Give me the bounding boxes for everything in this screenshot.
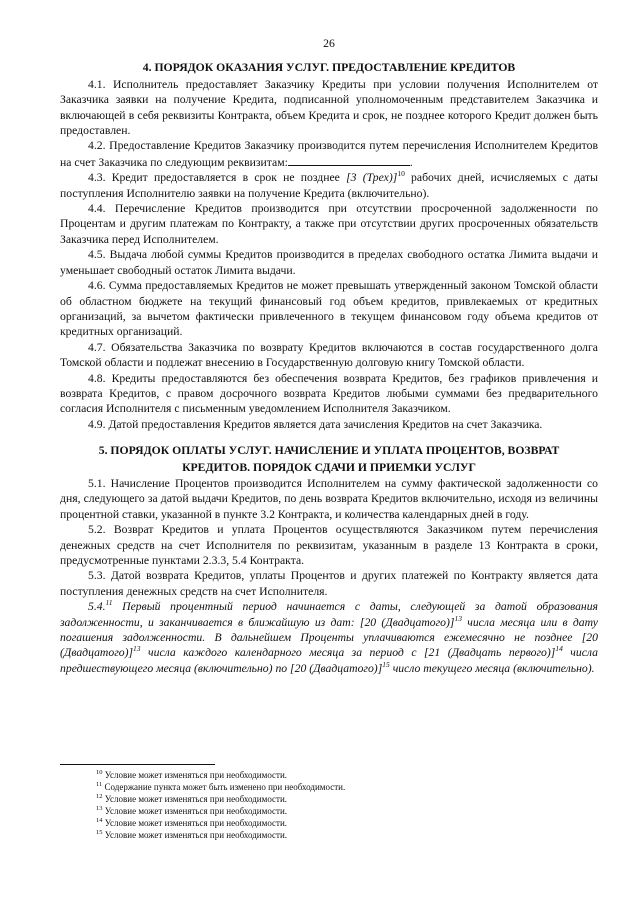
requisites-blank	[288, 154, 410, 166]
clause-4-8: 4.8. Кредиты предоставляются без обеспечения возврата Кредитов, без графиков привлечения и возврата Кредитов, с правом досрочного возврата Кредитов любыми суммами без предварительного согласия Исполнителя с письменным уведомлением Исполнителя Заказчиком.	[60, 371, 598, 416]
clause-4-3-text-c: рабочих дней, исчисляемых с даты поступления Исполнителю заявки на получение Кредита (включительно).	[60, 171, 599, 200]
clause-5-1: 5.1. Начисление Процентов производится Исполнителем на сумму фактической задолженности со дня, следующего за датой выдачи Кредитов, по день возврата Кредитов включительно, исходя из величины процентной ставки, указанной в пункте 3.2 Контракта, и количества календарных дней в году.	[60, 476, 598, 521]
clause-5-4	[60, 599, 598, 676]
footnote-13	[60, 805, 598, 817]
clause-4-6: 4.6. Сумма предоставляемых Кредитов не может превышать утвержденный законом Томской области об областном бюджете на текущий финансовый год объем кредитов, привлекаемых от кредитных организаций, за вычетом фактически привлеченного в текущем финансовом году объема кредитов от кредитных организаций.	[60, 279, 598, 339]
clause-4-4: 4.4. Перечисление Кредитов производится при отсутствии просроченной задолженности по Процентам и другим платежам по Контракту, а также при отсутствии других просроченных обязательств Заказчика перед Исполнителем.	[60, 202, 598, 246]
footnote-text: Условие может изменяться при необходимости.	[102, 794, 288, 804]
clause-4-3-text-a: 4.3. Кредит предоставляется в срок не позднее	[88, 171, 347, 185]
footnote-ref-15: 15	[382, 659, 390, 669]
footnote-number: 12	[96, 793, 103, 800]
clause-4-9: 4.9. Датой предоставления Кредитов является дата зачисления Кредитов на счет Заказчика.	[88, 417, 543, 431]
footnote-ref-11: 11	[105, 598, 113, 608]
footnote-number: 10	[96, 769, 103, 776]
clause-5-4-text-c: числа месяца или в дату погашения задолженности. В дальнейшем Проценты уплачиваются ежемесячно не позднее [20 (Двадцатого)]	[60, 615, 598, 660]
clause-4-2-text: 4.2. Предоставление Кредитов Заказчику производится путем перечисления Исполнителем Кредитов на счет Заказчика по следующим реквизитам:	[60, 139, 598, 169]
footnote-text: Содержание пункта может быть изменено при необходимости.	[102, 782, 346, 792]
clause-5-4-num: 5.4.	[88, 600, 106, 614]
footnote-10	[60, 769, 598, 781]
footnote-number: 14	[96, 817, 103, 824]
footnote-separator	[60, 764, 215, 765]
clause-5-4-text-b: Первый процентный период начинается с даты, следующей за датой образования задолженности, и заканчивается в ближайшую из дат: [20 (Двадцатого)]	[60, 600, 598, 629]
footnote-11	[60, 781, 598, 793]
footnote-12	[60, 793, 598, 805]
page-number: 26	[323, 37, 335, 50]
footnote-ref-13a: 13	[454, 613, 462, 623]
clause-4-2	[60, 138, 598, 170]
clause-4-7: 4.7. Обязательства Заказчика по возврату Кредитов включаются в состав государственного долга Томской области и подлежат внесению в Государственную долговую книгу Томской области.	[60, 340, 598, 370]
footnote-ref-10: 10	[397, 169, 405, 179]
clause-5-4-text-f: число текущего месяца (включительно).	[389, 661, 595, 675]
clause-4-3	[60, 170, 598, 201]
clause-4-3-term: [3 (Трех)]	[346, 171, 398, 185]
clause-4-2-end: .	[409, 155, 413, 169]
clause-5-4-text-e: числа предшествующего месяца (включительно) по [20 (Двадцатого)]	[60, 646, 598, 675]
section-5-title-line-2: КРЕДИТОВ. ПОРЯДОК СДАЧИ И ПРИЕМКИ УСЛУГ	[182, 460, 476, 474]
section-5-title-line-1: 5. ПОРЯДОК ОПЛАТЫ УСЛУГ. НАЧИСЛЕНИЕ И УПЛАТА ПРОЦЕНТОВ, ВОЗВРАТ	[98, 444, 560, 458]
footnote-number: 15	[96, 829, 103, 836]
clause-5-2: 5.2. Возврат Кредитов и уплата Процентов осуществляются Заказчиком путем перечисления денежных средств на счет Исполнителя по реквизитам, указанным в разделе 13 Контракта в сроки, предусмотренные пунктами 2.3.3, 5.4 Контракта.	[60, 523, 598, 567]
footnote-text: Условие может изменяться при необходимости.	[102, 770, 288, 780]
footnote-15	[60, 829, 598, 841]
footnote-text: Условие может изменяться при необходимости.	[102, 818, 288, 828]
clause-4-5: 4.5. Выдача любой суммы Кредитов производится в пределах свободного остатка Лимита выдачи и уменьшает свободный остаток Лимита выдачи.	[60, 248, 598, 277]
footnote-number: 11	[96, 781, 103, 788]
clause-4-1: 4.1. Исполнитель предоставляет Заказчику Кредиты при условии получения Исполнителем от Заказчика заявки на получение Кредита, подписанной уполномоченным представителем Заказчика и включающей в себя реквизиты Контракта, объем Кредита и срок, не позднее которого Кредит должен быть предоставлен.	[60, 77, 598, 138]
footnotes	[60, 764, 598, 841]
footnote-14	[60, 817, 598, 829]
clause-5-3: 5.3. Датой возврата Кредитов, уплаты Процентов и других платежей по Контракту является дата поступления денежных средств на счет Исполнителя.	[60, 569, 598, 598]
clause-5-4-text-d: числа каждого календарного месяца за период с [21 (Двадцать первого)]	[140, 646, 556, 660]
footnote-ref-14: 14	[555, 644, 563, 654]
footnote-number: 13	[96, 805, 103, 812]
footnote-text: Условие может изменяться при необходимости.	[102, 806, 288, 816]
footnote-ref-13b: 13	[133, 644, 141, 654]
section-4-title: 4. ПОРЯДОК ОКАЗАНИЯ УСЛУГ. ПРЕДОСТАВЛЕНИЕ КРЕДИТОВ	[142, 61, 516, 75]
footnote-text: Условие может изменяться при необходимости.	[102, 830, 288, 840]
